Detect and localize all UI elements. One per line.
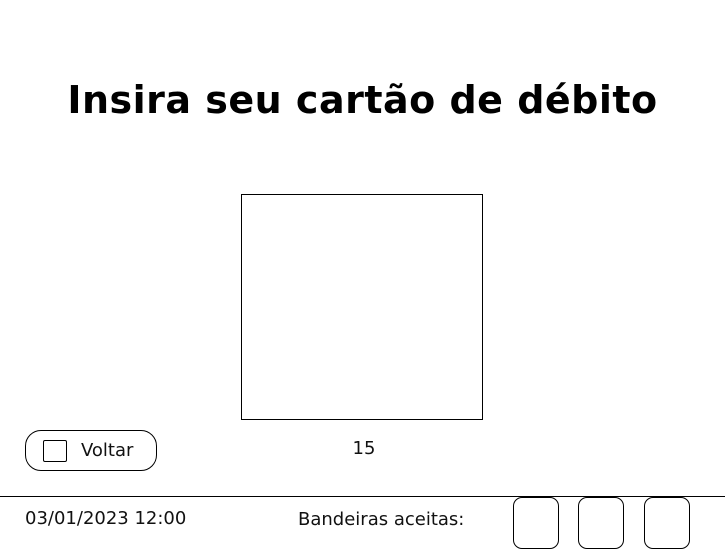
back-button-label: Voltar (81, 440, 134, 461)
card-brand-slot-3 (644, 497, 690, 549)
card-reader-slot (241, 194, 483, 420)
card-brand-slot-1 (513, 497, 559, 549)
datetime-display: 03/01/2023 12:00 (25, 508, 187, 529)
back-button[interactable] (25, 430, 157, 471)
back-icon (43, 440, 67, 462)
page-title: Insira seu cartão de débito (67, 78, 658, 122)
accepted-brands-label: Bandeiras aceitas: (298, 509, 465, 530)
countdown-timer: 15 (352, 438, 376, 459)
card-brand-slot-2 (578, 497, 624, 549)
